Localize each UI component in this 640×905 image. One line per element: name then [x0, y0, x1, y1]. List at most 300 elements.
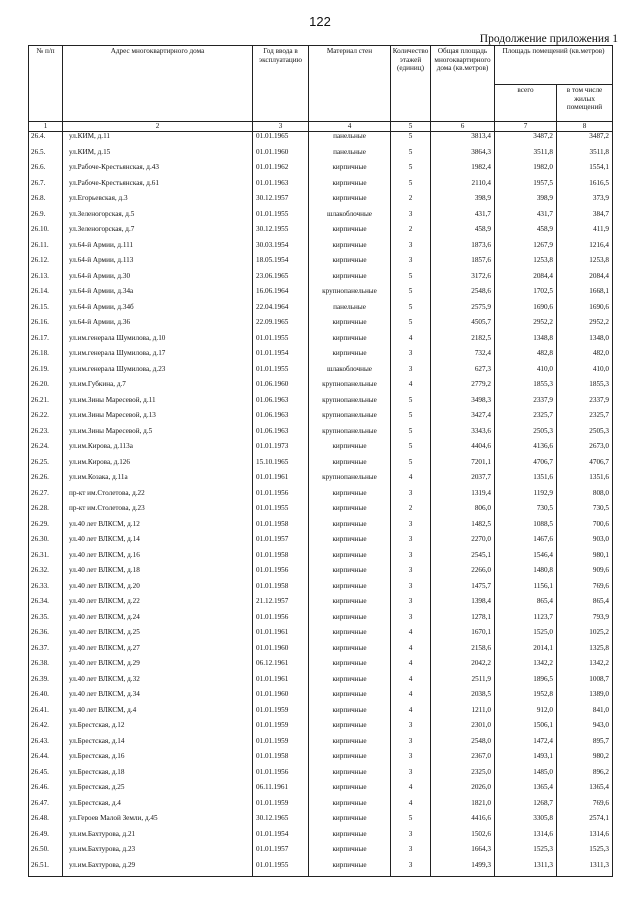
row-total-area: 4505,7	[431, 318, 495, 334]
row-total-area: 2266,0	[431, 566, 495, 582]
row-address: ул.64-й Армии, д.113	[63, 256, 253, 272]
row-year: 18.05.1954	[253, 256, 309, 272]
row-material: кирпичные	[309, 659, 391, 675]
row-premises-area: 2325,7	[495, 411, 557, 427]
row-material: кирпичные	[309, 489, 391, 505]
table-row	[29, 628, 613, 644]
row-material: кирпичные	[309, 613, 391, 629]
table-row	[29, 163, 613, 179]
table-row	[29, 287, 613, 303]
row-year: 01.06.1963	[253, 427, 309, 443]
row-floors: 5	[391, 272, 431, 288]
row-year: 01.01.1961	[253, 628, 309, 644]
table-row	[29, 783, 613, 799]
row-material: шлакоблочные	[309, 365, 391, 381]
table-row	[29, 194, 613, 210]
table-row	[29, 458, 613, 474]
row-material: кирпичные	[309, 256, 391, 272]
row-year: 01.01.1958	[253, 752, 309, 768]
row-living-area: 411,9	[557, 225, 613, 241]
row-year: 01.01.1959	[253, 737, 309, 753]
row-material: кирпичные	[309, 830, 391, 846]
row-floors: 3	[391, 597, 431, 613]
row-address: ул.40 лет ВЛКСМ, д.22	[63, 597, 253, 613]
table-row	[29, 225, 613, 241]
row-number: 26.15.	[29, 303, 63, 319]
row-living-area: 482,0	[557, 349, 613, 365]
row-address: ул.им.Кирова, д.113а	[63, 442, 253, 458]
row-premises-area: 1351,6	[495, 473, 557, 489]
row-living-area: 1554,1	[557, 163, 613, 179]
row-living-area: 1389,0	[557, 690, 613, 706]
row-premises-area: 431,7	[495, 210, 557, 226]
row-living-area: 1525,3	[557, 845, 613, 861]
continuation-label: Продолжение приложения 1	[479, 33, 618, 45]
row-material: кирпичные	[309, 644, 391, 660]
row-year: 01.01.1958	[253, 551, 309, 567]
row-premises-area: 398,9	[495, 194, 557, 210]
row-address: ул.Брестская, д.14	[63, 737, 253, 753]
table-row	[29, 179, 613, 195]
table-row	[29, 442, 613, 458]
row-floors: 3	[391, 845, 431, 861]
row-total-area: 2511,9	[431, 675, 495, 691]
table-body	[29, 132, 613, 877]
row-material: кирпичные	[309, 721, 391, 737]
table-row	[29, 427, 613, 443]
row-address: ул.Брестская, д.12	[63, 721, 253, 737]
row-year: 15.10.1965	[253, 458, 309, 474]
row-address: ул.40 лет ВЛКСМ, д.16	[63, 551, 253, 567]
row-total-area: 1670,1	[431, 628, 495, 644]
row-premises-area: 1348,8	[495, 334, 557, 350]
row-premises-area: 2014,1	[495, 644, 557, 660]
row-number: 26.21.	[29, 396, 63, 412]
row-material: кирпичные	[309, 814, 391, 830]
row-material: кирпичные	[309, 845, 391, 861]
row-year: 01.01.1957	[253, 845, 309, 861]
row-premises-area: 1952,8	[495, 690, 557, 706]
row-number: 26.13.	[29, 272, 63, 288]
row-total-area: 1278,1	[431, 613, 495, 629]
row-material: кирпичные	[309, 520, 391, 536]
row-living-area: 4706,7	[557, 458, 613, 474]
row-total-area: 2037,7	[431, 473, 495, 489]
row-living-area: 793,9	[557, 613, 613, 629]
row-premises-area: 1156,1	[495, 582, 557, 598]
row-premises-area: 1525,0	[495, 628, 557, 644]
row-premises-area: 1485,0	[495, 768, 557, 784]
row-floors: 5	[391, 179, 431, 195]
row-premises-area: 3487,2	[495, 132, 557, 148]
row-year: 30.12.1957	[253, 194, 309, 210]
row-total-area: 1821,0	[431, 799, 495, 815]
row-total-area: 2548,0	[431, 737, 495, 753]
row-material: крупнопанельные	[309, 427, 391, 443]
column-number: 4	[309, 122, 391, 132]
table-row	[29, 706, 613, 722]
row-total-area: 3498,3	[431, 396, 495, 412]
table-row	[29, 411, 613, 427]
row-address: ул.им.Бахтурова, д.21	[63, 830, 253, 846]
row-total-area: 1664,3	[431, 845, 495, 861]
row-floors: 2	[391, 504, 431, 520]
row-living-area: 895,7	[557, 737, 613, 753]
row-total-area: 1482,5	[431, 520, 495, 536]
row-material: кирпичные	[309, 504, 391, 520]
row-living-area: 1855,3	[557, 380, 613, 396]
table-row	[29, 768, 613, 784]
row-address: ул.64-й Армии, д.34б	[63, 303, 253, 319]
row-floors: 3	[391, 551, 431, 567]
row-address: ул.Брестская, д.4	[63, 799, 253, 815]
row-year: 30.12.1955	[253, 225, 309, 241]
table-row	[29, 396, 613, 412]
row-total-area: 1502,6	[431, 830, 495, 846]
row-material: кирпичные	[309, 458, 391, 474]
row-living-area: 373,9	[557, 194, 613, 210]
row-living-area: 1314,6	[557, 830, 613, 846]
row-premises-area: 1982,0	[495, 163, 557, 179]
row-total-area: 2301,0	[431, 721, 495, 737]
row-material: кирпичные	[309, 582, 391, 598]
row-material: кирпичные	[309, 334, 391, 350]
row-address: ул.40 лет ВЛКСМ, д.29	[63, 659, 253, 675]
row-number: 26.24.	[29, 442, 63, 458]
row-premises-area: 1267,9	[495, 241, 557, 257]
row-address: ул.им.Зины Маресевой, д.13	[63, 411, 253, 427]
row-floors: 5	[391, 442, 431, 458]
row-number: 26.9.	[29, 210, 63, 226]
row-number: 26.31.	[29, 551, 63, 567]
table-row	[29, 272, 613, 288]
row-premises-area: 4136,6	[495, 442, 557, 458]
row-material: кирпичные	[309, 597, 391, 613]
row-living-area: 1690,6	[557, 303, 613, 319]
row-address: пр-кт им.Столетова, д.23	[63, 504, 253, 520]
row-number: 26.17.	[29, 334, 63, 350]
table-row	[29, 830, 613, 846]
row-year: 01.01.1960	[253, 690, 309, 706]
row-year: 01.01.1963	[253, 179, 309, 195]
row-total-area: 806,0	[431, 504, 495, 520]
row-premises-area: 1472,4	[495, 737, 557, 753]
page-number: 122	[309, 14, 331, 29]
row-total-area: 1873,6	[431, 241, 495, 257]
row-number: 26.5.	[29, 148, 63, 164]
row-number: 26.8.	[29, 194, 63, 210]
row-material: кирпичные	[309, 628, 391, 644]
row-number: 26.39.	[29, 675, 63, 691]
row-floors: 4	[391, 690, 431, 706]
column-number: 5	[391, 122, 431, 132]
row-floors: 3	[391, 768, 431, 784]
row-floors: 3	[391, 256, 431, 272]
row-premises-area: 482,8	[495, 349, 557, 365]
row-total-area: 1857,6	[431, 256, 495, 272]
row-living-area: 410,0	[557, 365, 613, 381]
row-address: ул.им.Зины Маресевой, д.5	[63, 427, 253, 443]
row-address: ул.40 лет ВЛКСМ, д.25	[63, 628, 253, 644]
row-material: кирпичные	[309, 535, 391, 551]
row-year: 30.12.1965	[253, 814, 309, 830]
row-total-area: 2548,6	[431, 287, 495, 303]
header-total-area: Общая площадь многоквартирного дома (кв.метров)	[431, 46, 495, 122]
table-row	[29, 148, 613, 164]
row-material: кирпичные	[309, 752, 391, 768]
table-row	[29, 799, 613, 815]
row-year: 01.01.1955	[253, 861, 309, 877]
row-address: ул.им.Бахтурова, д.29	[63, 861, 253, 877]
row-premises-area: 1467,6	[495, 535, 557, 551]
row-address: ул.40 лет ВЛКСМ, д.4	[63, 706, 253, 722]
table-row	[29, 349, 613, 365]
row-material: шлакоблочные	[309, 210, 391, 226]
row-premises-area: 865,4	[495, 597, 557, 613]
row-floors: 2	[391, 225, 431, 241]
row-total-area: 2545,1	[431, 551, 495, 567]
row-number: 26.12.	[29, 256, 63, 272]
table-row	[29, 721, 613, 737]
row-total-area: 2779,2	[431, 380, 495, 396]
table-row	[29, 318, 613, 334]
row-floors: 5	[391, 396, 431, 412]
row-floors: 3	[391, 535, 431, 551]
row-living-area: 2337,9	[557, 396, 613, 412]
row-floors: 4	[391, 628, 431, 644]
row-premises-area: 1268,7	[495, 799, 557, 815]
row-living-area: 1668,1	[557, 287, 613, 303]
header-year: Год ввода в эксплуатацию	[253, 46, 309, 122]
row-premises-area: 4706,7	[495, 458, 557, 474]
row-premises-area: 1690,6	[495, 303, 557, 319]
housing-table	[28, 45, 613, 877]
row-total-area: 3813,4	[431, 132, 495, 148]
row-floors: 3	[391, 752, 431, 768]
row-address: пр-кт им.Столетова, д.22	[63, 489, 253, 505]
row-address: ул.Рабоче-Крестьянская, д.43	[63, 163, 253, 179]
table-row	[29, 659, 613, 675]
row-material: кирпичные	[309, 675, 391, 691]
row-floors: 4	[391, 783, 431, 799]
table-row	[29, 365, 613, 381]
row-living-area: 1351,6	[557, 473, 613, 489]
row-floors: 3	[391, 349, 431, 365]
row-address: ул.Зеленогорская, д.5	[63, 210, 253, 226]
column-number: 7	[495, 122, 557, 132]
row-premises-area: 2337,9	[495, 396, 557, 412]
row-number: 26.43.	[29, 737, 63, 753]
row-material: кирпичные	[309, 241, 391, 257]
row-number: 26.41.	[29, 706, 63, 722]
table-row	[29, 566, 613, 582]
row-floors: 5	[391, 814, 431, 830]
row-address: ул.КИМ, д.11	[63, 132, 253, 148]
row-floors: 3	[391, 365, 431, 381]
row-premises-area: 1525,3	[495, 845, 557, 861]
row-material: кирпичные	[309, 349, 391, 365]
row-material: кирпичные	[309, 551, 391, 567]
row-living-area: 730,5	[557, 504, 613, 520]
row-living-area: 1216,4	[557, 241, 613, 257]
row-number: 26.16.	[29, 318, 63, 334]
row-number: 26.32.	[29, 566, 63, 582]
row-year: 01.01.1958	[253, 520, 309, 536]
row-total-area: 2038,5	[431, 690, 495, 706]
row-year: 30.03.1954	[253, 241, 309, 257]
row-premises-area: 3305,8	[495, 814, 557, 830]
row-floors: 4	[391, 675, 431, 691]
row-number: 26.46.	[29, 783, 63, 799]
header-no: № п/п	[29, 46, 63, 122]
row-number: 26.29.	[29, 520, 63, 536]
row-floors: 3	[391, 721, 431, 737]
header-premises-living: в том числе жилых помещений	[557, 85, 613, 122]
row-year: 23.06.1965	[253, 272, 309, 288]
table-row	[29, 334, 613, 350]
row-material: крупнопанельные	[309, 396, 391, 412]
row-total-area: 2325,0	[431, 768, 495, 784]
row-year: 01.01.1959	[253, 799, 309, 815]
row-premises-area: 410,0	[495, 365, 557, 381]
row-year: 01.01.1959	[253, 721, 309, 737]
row-floors: 3	[391, 830, 431, 846]
row-premises-area: 1088,5	[495, 520, 557, 536]
row-material: кирпичные	[309, 163, 391, 179]
row-year: 16.06.1964	[253, 287, 309, 303]
row-floors: 5	[391, 287, 431, 303]
row-floors: 4	[391, 380, 431, 396]
row-number: 26.28.	[29, 504, 63, 520]
row-number: 26.25.	[29, 458, 63, 474]
row-address: ул.40 лет ВЛКСМ, д.34	[63, 690, 253, 706]
row-total-area: 2110,4	[431, 179, 495, 195]
row-total-area: 2575,9	[431, 303, 495, 319]
row-living-area: 2325,7	[557, 411, 613, 427]
row-living-area: 980,2	[557, 752, 613, 768]
row-address: ул.40 лет ВЛКСМ, д.12	[63, 520, 253, 536]
row-floors: 5	[391, 163, 431, 179]
row-floors: 3	[391, 582, 431, 598]
row-year: 01.01.1957	[253, 535, 309, 551]
row-total-area: 1398,4	[431, 597, 495, 613]
row-living-area: 1342,2	[557, 659, 613, 675]
row-premises-area: 1855,3	[495, 380, 557, 396]
row-premises-area: 1480,8	[495, 566, 557, 582]
row-address: ул.КИМ, д.15	[63, 148, 253, 164]
table-row	[29, 752, 613, 768]
row-total-area: 1499,3	[431, 861, 495, 877]
row-address: ул.им.генерала Шумилова, д.17	[63, 349, 253, 365]
row-material: кирпичные	[309, 442, 391, 458]
row-material: кирпичные	[309, 861, 391, 877]
table-row	[29, 644, 613, 660]
row-living-area: 896,2	[557, 768, 613, 784]
row-year: 01.01.1960	[253, 148, 309, 164]
row-floors: 3	[391, 737, 431, 753]
row-address: ул.Брестская, д.16	[63, 752, 253, 768]
row-material: панельные	[309, 132, 391, 148]
table-row	[29, 256, 613, 272]
row-year: 01.01.1955	[253, 210, 309, 226]
row-address: ул.Зеленогорская, д.7	[63, 225, 253, 241]
row-floors: 4	[391, 334, 431, 350]
row-address: ул.Брестская, д.25	[63, 783, 253, 799]
row-address: ул.Брестская, д.18	[63, 768, 253, 784]
row-total-area: 2270,0	[431, 535, 495, 551]
row-living-area: 769,6	[557, 582, 613, 598]
row-year: 01.01.1955	[253, 504, 309, 520]
row-address: ул.им.Зины Маресевой, д.11	[63, 396, 253, 412]
table-row	[29, 241, 613, 257]
row-number: 26.22.	[29, 411, 63, 427]
row-material: кирпичные	[309, 737, 391, 753]
row-total-area: 2367,0	[431, 752, 495, 768]
row-address: ул.40 лет ВЛКСМ, д.27	[63, 644, 253, 660]
row-year: 06.12.1961	[253, 659, 309, 675]
row-premises-area: 730,5	[495, 504, 557, 520]
row-total-area: 2026,0	[431, 783, 495, 799]
row-address: ул.им.генерала Шумилова, д.10	[63, 334, 253, 350]
row-living-area: 865,4	[557, 597, 613, 613]
table-row	[29, 210, 613, 226]
row-living-area: 841,0	[557, 706, 613, 722]
row-total-area: 627,3	[431, 365, 495, 381]
row-address: ул.40 лет ВЛКСМ, д.20	[63, 582, 253, 598]
row-living-area: 3511,8	[557, 148, 613, 164]
row-total-area: 4404,6	[431, 442, 495, 458]
row-number: 26.51.	[29, 861, 63, 877]
row-premises-area: 1365,4	[495, 783, 557, 799]
table-row	[29, 861, 613, 877]
row-year: 01.01.1956	[253, 768, 309, 784]
row-premises-area: 1702,5	[495, 287, 557, 303]
row-living-area: 2574,1	[557, 814, 613, 830]
row-number: 26.11.	[29, 241, 63, 257]
row-premises-area: 1311,3	[495, 861, 557, 877]
row-material: кирпичные	[309, 706, 391, 722]
row-floors: 5	[391, 148, 431, 164]
row-floors: 3	[391, 520, 431, 536]
row-number: 26.48.	[29, 814, 63, 830]
row-number: 26.45.	[29, 768, 63, 784]
row-material: кирпичные	[309, 566, 391, 582]
row-floors: 4	[391, 659, 431, 675]
row-living-area: 1365,4	[557, 783, 613, 799]
table-row	[29, 473, 613, 489]
row-address: ул.40 лет ВЛКСМ, д.18	[63, 566, 253, 582]
column-number: 3	[253, 122, 309, 132]
row-floors: 3	[391, 241, 431, 257]
row-living-area: 2673,0	[557, 442, 613, 458]
row-total-area: 7201,1	[431, 458, 495, 474]
row-premises-area: 1493,1	[495, 752, 557, 768]
row-number: 26.14.	[29, 287, 63, 303]
row-floors: 2	[391, 194, 431, 210]
row-number: 26.49.	[29, 830, 63, 846]
row-material: панельные	[309, 303, 391, 319]
row-number: 26.30.	[29, 535, 63, 551]
row-floors: 4	[391, 799, 431, 815]
row-material: кирпичные	[309, 690, 391, 706]
row-address: ул.Героев Малой Земли, д.45	[63, 814, 253, 830]
row-year: 01.01.1973	[253, 442, 309, 458]
table-row	[29, 535, 613, 551]
table-row	[29, 551, 613, 567]
row-floors: 3	[391, 210, 431, 226]
row-premises-area: 1506,1	[495, 721, 557, 737]
row-address: ул.им.Кирова, д.126	[63, 458, 253, 474]
